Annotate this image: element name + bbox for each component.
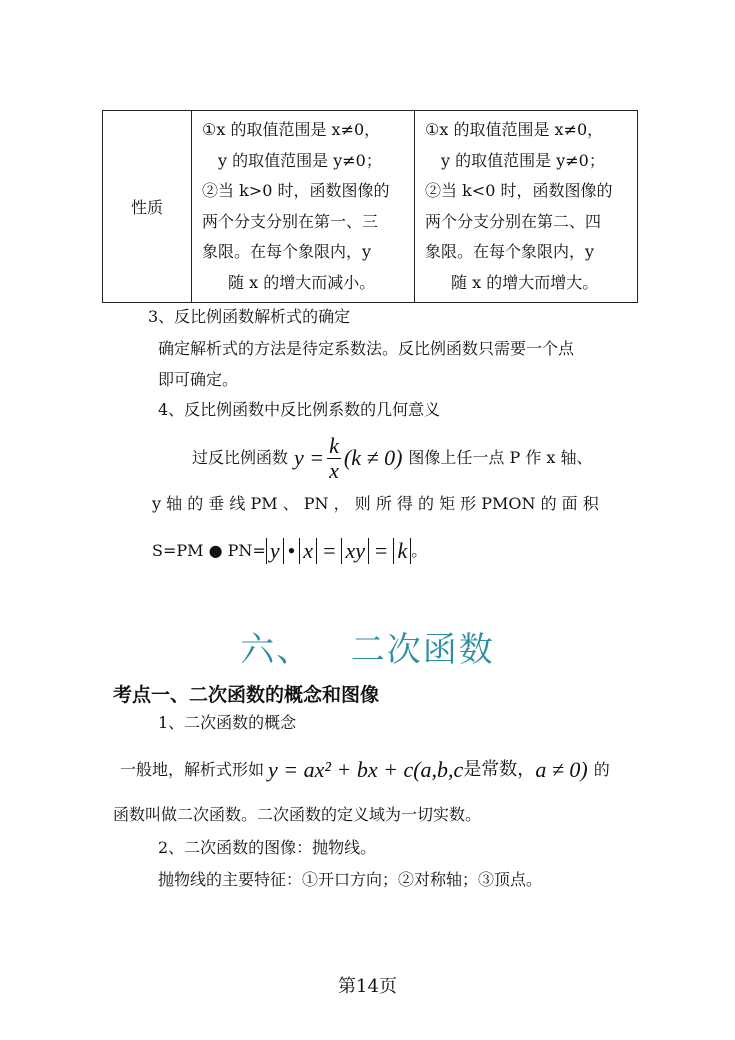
section-4-formula-line (192, 430, 593, 486)
section-4-heading: 4、反比例函数中反比例系数的几何意义 (158, 400, 441, 419)
definition-line (120, 754, 610, 786)
section-3-text: 即可确定。 (158, 370, 239, 389)
formula-lhs: y = (294, 445, 325, 470)
cell-text: ①x 的取值范围是 x≠0， (202, 120, 381, 139)
table-cell-k-negative (415, 111, 638, 303)
cell-text: 两个分支分别在第一、三 (202, 211, 379, 231)
cell-text: ①x 的取值范围是 x≠0， (425, 120, 604, 139)
cell-text: ②当 k<0 时，函数图像的 (425, 181, 613, 200)
abs-x: x (299, 538, 317, 564)
area-end: 。 (411, 541, 428, 560)
fraction-numerator: k (329, 432, 339, 458)
formula-condition: (k ≠ 0) (343, 445, 403, 470)
cell-text: 随 x 的增大而减小。 (228, 272, 376, 292)
abs-k: k (393, 538, 411, 564)
cell-text: ②当 k>0 时，函数图像的 (202, 181, 390, 200)
section-4-text: y 轴 的 垂 线 PM 、 PN ， 则 所 得 的 矩 形 PMON 的 面 积 (152, 494, 599, 513)
fraction-denominator: x (329, 457, 339, 483)
formula-prefix: 过反比例函数 (192, 448, 289, 467)
abs-y: y (266, 538, 284, 564)
table-cell-k-positive (192, 111, 415, 303)
cell-text: y 的取值范围是 y≠0； (218, 150, 382, 170)
cell-text: 随 x 的增大而增大。 (451, 272, 599, 292)
page-number: 第14页 (338, 976, 397, 997)
kaodian-title: 考点一、二次函数的概念和图像 (113, 684, 380, 706)
definition-text: 函数叫做二次函数。二次函数的定义域为一切实数。 (113, 805, 482, 824)
area-prefix: S=PM ● PN= (152, 541, 266, 560)
definition-condition: a ≠ 0) (535, 757, 588, 782)
cell-text: y 的取值范围是 y≠0； (441, 150, 605, 170)
definition-formula: y = ax² + bx + c(a,b,c (268, 757, 464, 782)
section-4-area-formula (152, 536, 427, 566)
property-table (102, 110, 638, 303)
formula-suffix: 图像上任一点 P 作 x 轴、 (408, 448, 593, 467)
table-label-cell (103, 111, 192, 303)
definition-mid: 是常数， (463, 759, 536, 780)
section-3-heading: 3、反比例函数解析式的确定 (148, 307, 351, 326)
equals-sign: = (375, 538, 388, 563)
parabola-features: 抛物线的主要特征：①开口方向；②对称轴；③顶点。 (158, 870, 543, 889)
dot-operator: • (287, 538, 296, 563)
definition-suffix: 的 (593, 760, 610, 779)
equals-sign: = (323, 538, 336, 563)
chapter-title: 六、 二次函数 (240, 630, 495, 670)
definition-prefix: 一般地，解析式形如 (120, 760, 265, 779)
section-3-text: 确定解析式的方法是待定系数法。反比例函数只需要一个点 (158, 339, 575, 358)
abs-xy: xy (341, 538, 369, 564)
cell-text: 两个分支分别在第二、四 (425, 211, 602, 231)
cell-text: 象限。在每个象限内，y (202, 242, 372, 261)
fraction (327, 434, 341, 483)
cell-text: 象限。在每个象限内，y (425, 242, 595, 261)
table-label: 性质 (130, 198, 163, 217)
subsection-2-heading: 2、二次函数的图像：抛物线。 (158, 838, 377, 857)
subsection-1-heading: 1、二次函数的概念 (158, 713, 297, 732)
